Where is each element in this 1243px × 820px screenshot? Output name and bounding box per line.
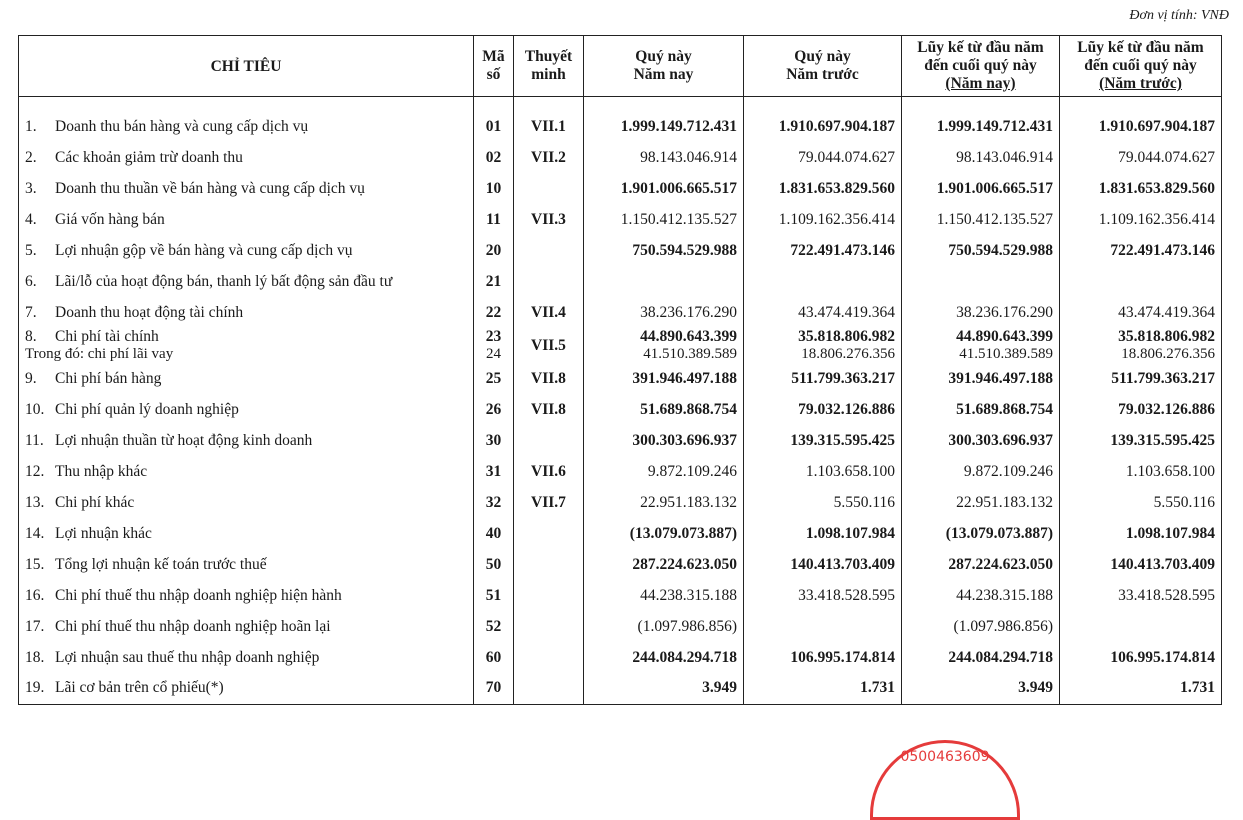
row-value-4: 106.995.174.814 — [1060, 642, 1222, 673]
row-value-2 — [744, 611, 902, 642]
row-note: VII.5 — [514, 328, 584, 363]
row-value-1: (13.079.073.887) — [584, 518, 744, 549]
header-ytd-this-year: Lũy kế từ đầu năm đến cuối quý này (Năm nay) — [902, 36, 1060, 97]
row-label: 15. Tổng lợi nhuận kế toán trước thuế — [19, 549, 474, 580]
row-note — [514, 173, 584, 204]
row-code: 32 — [474, 487, 514, 518]
row-value-1: 98.143.046.914 — [584, 142, 744, 173]
row-value-3: 1.150.412.135.527 — [902, 204, 1060, 235]
row-code: 23 24 — [474, 328, 514, 363]
table-row — [19, 487, 1222, 518]
row-label: 10. Chi phí quản lý doanh nghiệp — [19, 394, 474, 425]
header-indicator: CHỈ TIÊU — [19, 36, 474, 97]
table-row — [19, 266, 1222, 297]
row-value-2: 1.109.162.356.414 — [744, 204, 902, 235]
row-value-4: 140.413.703.409 — [1060, 549, 1222, 580]
row-value-2: 5.550.116 — [744, 487, 902, 518]
row-value-3: 750.594.529.988 — [902, 235, 1060, 266]
row-value-1 — [584, 266, 744, 297]
row-code: 50 — [474, 549, 514, 580]
row-label: 14. Lợi nhuận khác — [19, 518, 474, 549]
row-value-4 — [1060, 266, 1222, 297]
row-value-1: 9.872.109.246 — [584, 456, 744, 487]
row-value-3: 300.303.696.937 — [902, 425, 1060, 456]
row-value-3: (1.097.986.856) — [902, 611, 1060, 642]
row-value-1: 300.303.696.937 — [584, 425, 744, 456]
row-note: VII.8 — [514, 363, 584, 394]
row-code: 25 — [474, 363, 514, 394]
row-value-4: 1.103.658.100 — [1060, 456, 1222, 487]
row-value-1: 287.224.623.050 — [584, 549, 744, 580]
row-code: 26 — [474, 394, 514, 425]
row-value-1: 1.901.006.665.517 — [584, 173, 744, 204]
row-note: VII.3 — [514, 204, 584, 235]
row-value-1: 750.594.529.988 — [584, 235, 744, 266]
table-row — [19, 425, 1222, 456]
row-value-4: 1.098.107.984 — [1060, 518, 1222, 549]
row-value-2 — [744, 266, 902, 297]
row-value-4: 1.731 — [1060, 673, 1222, 704]
header-code: Mã số — [474, 36, 514, 97]
row-code: 11 — [474, 204, 514, 235]
row-value-4: 79.032.126.886 — [1060, 394, 1222, 425]
row-note: VII.8 — [514, 394, 584, 425]
row-value-1: 51.689.868.754 — [584, 394, 744, 425]
row-code: 22 — [474, 297, 514, 328]
row-label: 5. Lợi nhuận gộp về bán hàng và cung cấp dịch vụ — [19, 235, 474, 266]
row-value-3: 287.224.623.050 — [902, 549, 1060, 580]
row-code: 20 — [474, 235, 514, 266]
row-value-3: 1.999.149.712.431 — [902, 97, 1060, 143]
row-label: 17. Chi phí thuế thu nhập doanh nghiệp hoãn lại — [19, 611, 474, 642]
row-note — [514, 642, 584, 673]
row-code: 30 — [474, 425, 514, 456]
row-value-2: 140.413.703.409 — [744, 549, 902, 580]
row-label: 12. Thu nhập khác — [19, 456, 474, 487]
table-row — [19, 97, 1222, 143]
row-value-2: 106.995.174.814 — [744, 642, 902, 673]
row-label: 11. Lợi nhuận thuần từ hoạt động kinh doanh — [19, 425, 474, 456]
row-value-4: 43.474.419.364 — [1060, 297, 1222, 328]
row-value-3: 44.238.315.188 — [902, 580, 1060, 611]
table-row — [19, 142, 1222, 173]
row-value-1: 38.236.176.290 — [584, 297, 744, 328]
row-note — [514, 611, 584, 642]
row-value-3: 22.951.183.132 — [902, 487, 1060, 518]
row-note — [514, 549, 584, 580]
company-seal: 0500463609 — [870, 740, 1020, 820]
row-label: 2. Các khoản giảm trừ doanh thu — [19, 142, 474, 173]
row-note — [514, 673, 584, 704]
row-code: 02 — [474, 142, 514, 173]
row-note — [514, 580, 584, 611]
row-value-1: 391.946.497.188 — [584, 363, 744, 394]
row-value-3: (13.079.073.887) — [902, 518, 1060, 549]
row-value-4 — [1060, 611, 1222, 642]
row-note — [514, 266, 584, 297]
row-code: 52 — [474, 611, 514, 642]
income-statement-table — [18, 35, 1222, 705]
row-value-3: 38.236.176.290 — [902, 297, 1060, 328]
header-row — [19, 36, 1222, 97]
row-value-4: 511.799.363.217 — [1060, 363, 1222, 394]
row-value-1: 3.949 — [584, 673, 744, 704]
row-label: 19. Lãi cơ bản trên cổ phiếu(*) — [19, 673, 474, 704]
table-row — [19, 673, 1222, 704]
table-row — [19, 394, 1222, 425]
row-code: 40 — [474, 518, 514, 549]
row-value-2: 511.799.363.217 — [744, 363, 902, 394]
row-value-1: 1.150.412.135.527 — [584, 204, 744, 235]
table-row — [19, 173, 1222, 204]
row-value-2: 43.474.419.364 — [744, 297, 902, 328]
row-label: 9. Chi phí bán hàng — [19, 363, 474, 394]
row-value-2: 79.044.074.627 — [744, 142, 902, 173]
row-note: VII.7 — [514, 487, 584, 518]
row-value-4: 79.044.074.627 — [1060, 142, 1222, 173]
row-value-3: 98.143.046.914 — [902, 142, 1060, 173]
unit-label: Đơn vị tính: VNĐ — [1129, 8, 1229, 23]
table-row — [19, 328, 1222, 363]
row-value-2: 35.818.806.982 18.806.276.356 — [744, 328, 902, 363]
table-row — [19, 549, 1222, 580]
row-value-3: 3.949 — [902, 673, 1060, 704]
table-row — [19, 642, 1222, 673]
table-row — [19, 204, 1222, 235]
row-note: VII.1 — [514, 97, 584, 143]
row-value-1: 44.238.315.188 — [584, 580, 744, 611]
row-note: VII.4 — [514, 297, 584, 328]
row-value-2: 722.491.473.146 — [744, 235, 902, 266]
row-value-2: 139.315.595.425 — [744, 425, 902, 456]
row-code: 21 — [474, 266, 514, 297]
row-value-3: 9.872.109.246 — [902, 456, 1060, 487]
row-value-4: 722.491.473.146 — [1060, 235, 1222, 266]
row-value-4: 5.550.116 — [1060, 487, 1222, 518]
row-value-4: 35.818.806.982 18.806.276.356 — [1060, 328, 1222, 363]
row-value-3 — [902, 266, 1060, 297]
row-code: 70 — [474, 673, 514, 704]
table-row — [19, 456, 1222, 487]
row-code: 01 — [474, 97, 514, 143]
row-value-4: 33.418.528.595 — [1060, 580, 1222, 611]
row-code: 10 — [474, 173, 514, 204]
row-note — [514, 518, 584, 549]
row-value-2: 1.731 — [744, 673, 902, 704]
table-row — [19, 518, 1222, 549]
row-label: 7. Doanh thu hoạt động tài chính — [19, 297, 474, 328]
table-row — [19, 363, 1222, 394]
row-label: 1. Doanh thu bán hàng và cung cấp dịch vụ — [19, 97, 474, 143]
row-value-2: 1.098.107.984 — [744, 518, 902, 549]
header-q-last-year: Quý này Năm trước — [744, 36, 902, 97]
header-ytd-last-year: Lũy kế từ đầu năm đến cuối quý này (Năm trước) — [1060, 36, 1222, 97]
row-label: 6. Lãi/lỗ của hoạt động bán, thanh lý bất động sản đầu tư — [19, 266, 474, 297]
row-value-2: 33.418.528.595 — [744, 580, 902, 611]
row-value-2: 79.032.126.886 — [744, 394, 902, 425]
row-label: 13. Chi phí khác — [19, 487, 474, 518]
row-value-1: (1.097.986.856) — [584, 611, 744, 642]
row-value-1: 44.890.643.399 41.510.389.589 — [584, 328, 744, 363]
row-value-1: 22.951.183.132 — [584, 487, 744, 518]
row-value-2: 1.831.653.829.560 — [744, 173, 902, 204]
row-note: VII.6 — [514, 456, 584, 487]
row-label: 3. Doanh thu thuần về bán hàng và cung cấp dịch vụ — [19, 173, 474, 204]
row-value-2: 1.910.697.904.187 — [744, 97, 902, 143]
row-value-4: 139.315.595.425 — [1060, 425, 1222, 456]
row-value-3: 1.901.006.665.517 — [902, 173, 1060, 204]
row-code: 51 — [474, 580, 514, 611]
row-label: 4. Giá vốn hàng bán — [19, 204, 474, 235]
row-value-4: 1.109.162.356.414 — [1060, 204, 1222, 235]
header-q-this-year: Quý này Năm nay — [584, 36, 744, 97]
row-value-4: 1.910.697.904.187 — [1060, 97, 1222, 143]
row-value-1: 244.084.294.718 — [584, 642, 744, 673]
row-note: VII.2 — [514, 142, 584, 173]
table-row — [19, 611, 1222, 642]
row-value-3: 51.689.868.754 — [902, 394, 1060, 425]
table-row — [19, 235, 1222, 266]
row-code: 60 — [474, 642, 514, 673]
header-note: Thuyết minh — [514, 36, 584, 97]
row-value-4: 1.831.653.829.560 — [1060, 173, 1222, 204]
row-value-3: 244.084.294.718 — [902, 642, 1060, 673]
row-value-2: 1.103.658.100 — [744, 456, 902, 487]
table-row — [19, 297, 1222, 328]
row-note — [514, 425, 584, 456]
row-code: 31 — [474, 456, 514, 487]
row-value-3: 44.890.643.399 41.510.389.589 — [902, 328, 1060, 363]
row-label: 18. Lợi nhuận sau thuế thu nhập doanh nghiệp — [19, 642, 474, 673]
table-row — [19, 580, 1222, 611]
row-note — [514, 235, 584, 266]
row-label: 16. Chi phí thuế thu nhập doanh nghiệp hiện hành — [19, 580, 474, 611]
row-value-3: 391.946.497.188 — [902, 363, 1060, 394]
row-value-1: 1.999.149.712.431 — [584, 97, 744, 143]
row-label: 8. Chi phí tài chính Trong đó: chi phí lãi vay — [19, 328, 474, 363]
